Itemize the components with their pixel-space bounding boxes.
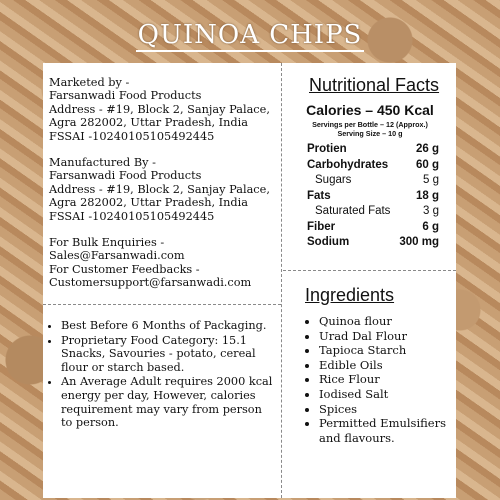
list-item: • Proprietary Food Category: 15.1 Snacks, Savouries - potato, cereal flour or starch based. — [61, 334, 275, 375]
nutrition-rows — [297, 142, 443, 251]
ingredients-heading: Ingredients — [305, 285, 395, 305]
servings-per-bottle: Servings per Bottle – 12 (Approx.) — [312, 120, 428, 129]
list-item: • Quinoa flour — [319, 314, 450, 329]
vertical-divider — [281, 63, 282, 498]
bulk-enquiries-label: For Bulk Enquiries - — [49, 236, 165, 250]
company-info — [49, 76, 277, 290]
right-divider — [283, 270, 456, 271]
manufactured-address-2: Agra 282002, Uttar Pradesh, India — [49, 196, 248, 210]
support-email: Customersupport@farsanwadi.com — [49, 276, 252, 290]
list-item: • Best Before 6 Months of Packaging. — [61, 319, 275, 333]
list-item: • Tapioca Starch — [319, 343, 450, 358]
calories: Calories – 450 Kcal — [306, 102, 434, 118]
nutrition-row: Carbohydrates 60 g — [307, 158, 439, 171]
left-divider — [43, 304, 281, 305]
nutrition-row: Saturated Fats 3 g — [315, 205, 439, 217]
list-item: • Urad Dal Flour — [319, 329, 450, 344]
product-title: QUINOA CHIPS — [137, 20, 363, 50]
nutrition-row: Fiber 6 g — [307, 220, 439, 233]
manufactured-heading: Manufactured By - — [49, 156, 156, 170]
nutrition-heading: Nutritional Facts — [309, 75, 440, 95]
marketed-by-block — [49, 76, 277, 143]
list-item: • An Average Adult requires 2000 kcal energy per day, However, calories requirement may vary from person to person. — [61, 375, 275, 429]
ingredients-panel — [305, 285, 450, 445]
manufactured-address-1: Address - #19, Block 2, Sanjay Palace, — [49, 182, 270, 196]
list-item: • Edible Oils — [319, 358, 450, 373]
manufactured-company: Farsanwadi Food Products — [49, 169, 202, 183]
ingredients-list — [305, 314, 450, 445]
nutrition-row: Sodium 300 mg — [307, 236, 439, 248]
nutrition-row: Sugars 5 g — [315, 174, 439, 186]
manufactured-fssai: FSSAI -10240105105492445 — [49, 209, 215, 223]
product-notes — [49, 319, 275, 431]
nutrition-panel — [297, 75, 443, 251]
list-item: • Permitted Emulsifiers and flavours. — [319, 416, 450, 445]
feedback-label: For Customer Feedbacks - — [49, 262, 200, 276]
list-item: • Rice Flour — [319, 372, 450, 387]
sales-email: Sales@Farsanwadi.com — [49, 249, 185, 263]
list-item: • Spices — [319, 402, 450, 417]
marketed-address-2: Agra 282002, Uttar Pradesh, India — [49, 116, 248, 130]
serving-size: Serving Size – 10 g — [337, 129, 403, 138]
marketed-address-1: Address - #19, Block 2, Sanjay Palace, — [49, 102, 270, 116]
manufactured-by-block — [49, 156, 277, 223]
nutrition-row: Fats 18 g — [307, 189, 439, 202]
marketed-company: Farsanwadi Food Products — [49, 89, 202, 103]
contact-block — [49, 236, 277, 290]
marketed-heading: Marketed by - — [49, 76, 130, 89]
label-card — [43, 63, 456, 498]
nutrition-row: Protien 26 g — [307, 143, 439, 155]
list-item: • Iodised Salt — [319, 387, 450, 402]
marketed-fssai: FSSAI -10240105105492445 — [49, 129, 215, 143]
